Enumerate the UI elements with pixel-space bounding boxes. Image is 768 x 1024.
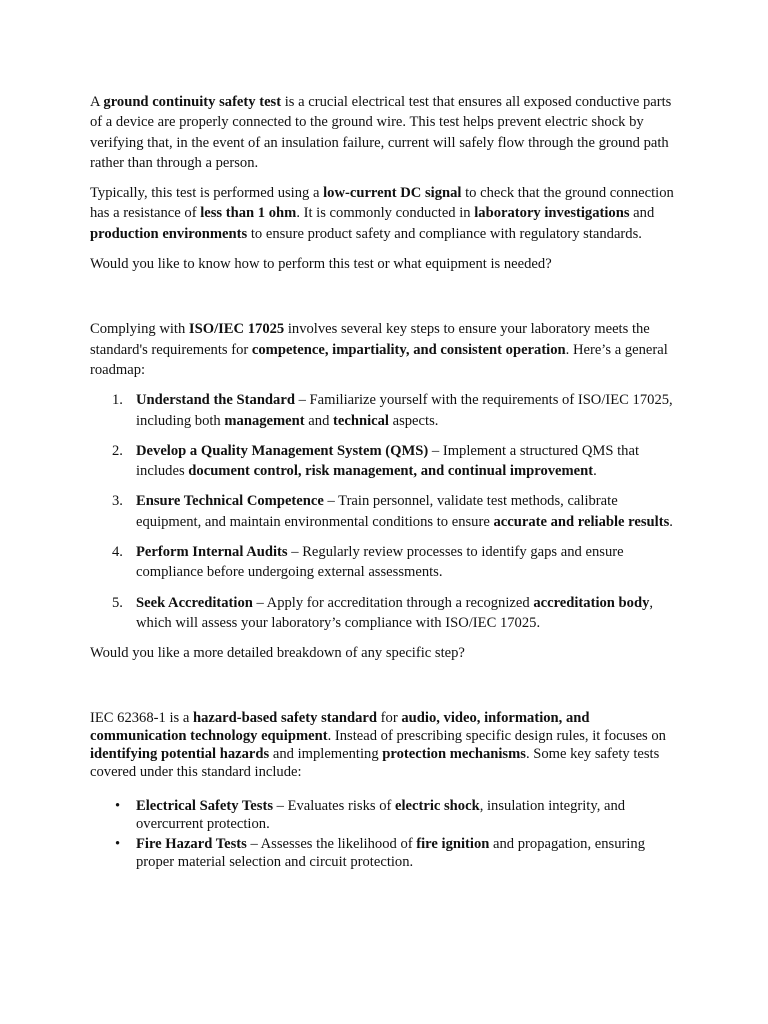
list-item: • Fire Hazard Tests – Assesses the likelihood of fire ignition and propagation, ensuring proper material selection and circuit protection.: [115, 835, 646, 870]
list-item: 1. Understand the Standard – Familiarize yourself with the requirements of ISO/IEC 17025, including both management and technical aspects.: [112, 392, 673, 429]
iso17025-intro-paragraph: Complying with ISO/IEC 17025 involves several key steps to ensure your laboratory meets the standard's requirements for competence, impartiality, and consistent operation. Here’s a general roadmap:: [90, 321, 668, 378]
ground-continuity-paragraph: A ground continuity safety test is a crucial electrical test that ensures all exposed conductive parts of a device are properly connected to the ground wire. This test helps prevent electric shock by verifying that, in the event of an insulation failure, current will safely flow through the ground path rather than through a person.: [90, 94, 672, 171]
list-item: 3. Ensure Technical Competence – Train personnel, validate test methods, calibrate equipment, and maintain environmental conditions to ensure accurate and reliable results.: [112, 493, 673, 530]
followup-question-1: Would you like to know how to perform this test or what equipment is needed?: [90, 256, 552, 273]
list-item: 5. Seek Accreditation – Apply for accreditation through a recognized accreditation body, which will assess your laboratory’s compliance with ISO/IEC 17025.: [112, 594, 654, 631]
bullet-icon: •: [115, 797, 121, 814]
list-item: 4. Perform Internal Audits – Regularly review processes to identify gaps and ensure compliance before undergoing external assessments.: [112, 544, 624, 581]
iec62368-intro-paragraph: IEC 62368-1 is a hazard-based safety standard for audio, video, information, and communication technology equipment. Instead of prescribing specific design rules, it focuses on identifying potential hazards and implementing protection mechanisms. Some key safety tests covered under this standard include:: [90, 709, 666, 780]
section-spacer: [90, 274, 678, 319]
section-spacer: [90, 664, 678, 709]
list-item: • Electrical Safety Tests – Evaluates risks of electric shock, insulation integrity, and overcurrent protection.: [115, 797, 626, 832]
list-item: 2. Develop a Quality Management System (QMS) – Implement a structured QMS that includes document control, risk management, and continual improvement.: [112, 442, 640, 480]
iec62368-tests-list: [90, 797, 678, 871]
bullet-icon: •: [115, 835, 121, 852]
iso17025-steps-list: [90, 390, 678, 633]
test-method-paragraph: Typically, this test is performed using a low-current DC signal to check that the ground connection has a resistance of less than 1 ohm. It is commonly conducted in laboratory investigations and production environments to ensure product safety and compliance with regulatory standards.: [90, 185, 674, 242]
followup-question-2: Would you like a more detailed breakdown of any specific step?: [90, 645, 465, 662]
